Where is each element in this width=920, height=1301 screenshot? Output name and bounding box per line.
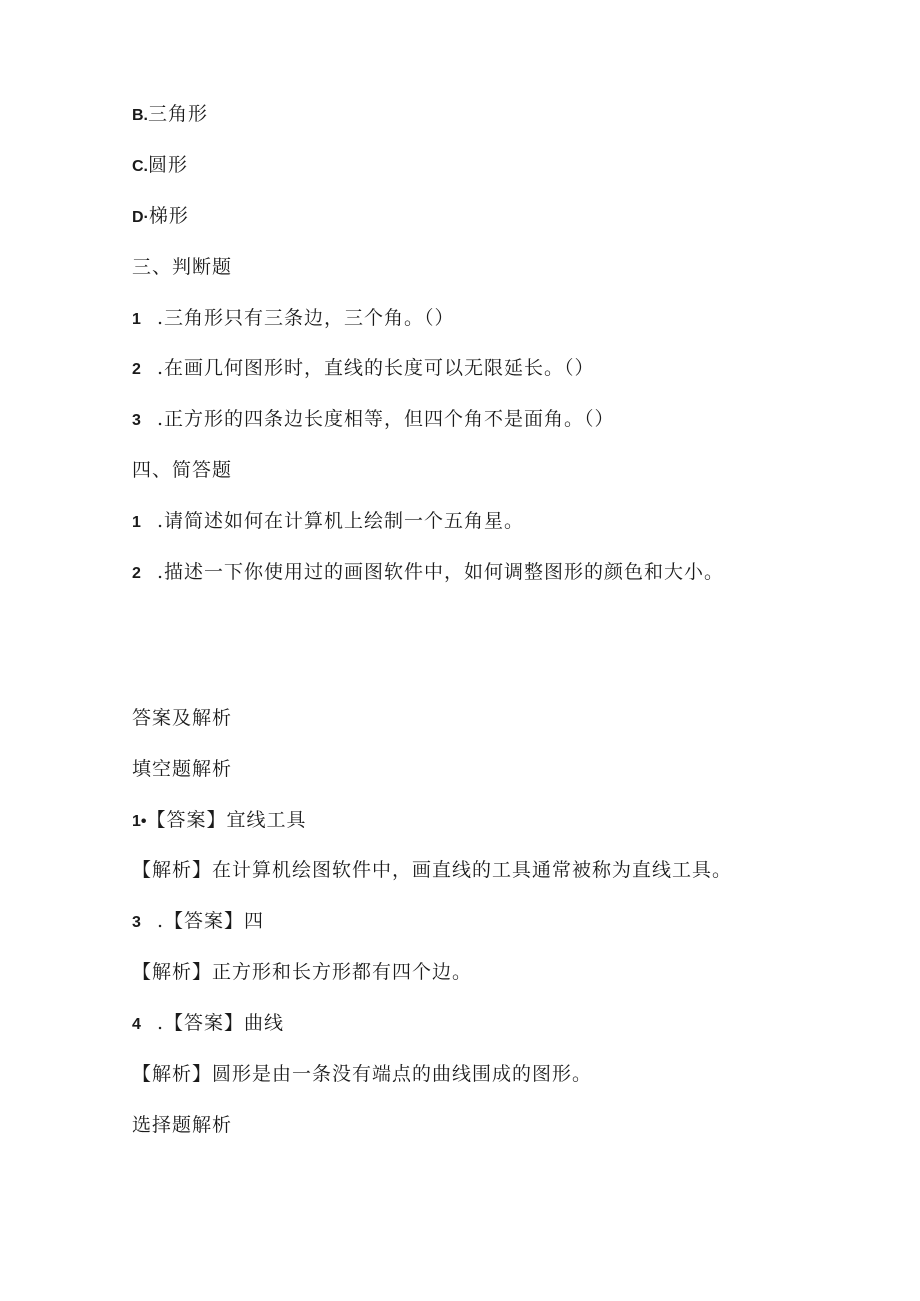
answer-text: .【答案】四 <box>157 910 265 932</box>
section-heading-true-false: 三、判断题 <box>132 256 233 278</box>
item-text: .在画几何图形时，直线的长度可以无限延长。（） <box>157 357 595 379</box>
answer-text: .【答案】曲线 <box>157 1012 285 1034</box>
true-false-item <box>132 407 615 431</box>
item-number: 3 <box>132 914 141 931</box>
analysis-text: 【解析】在计算机绘图软件中，画直线的工具通常被称为直线工具。 <box>132 859 733 881</box>
item-number: 4 <box>132 1016 141 1033</box>
item-number: 1 <box>132 311 141 328</box>
item-number: 2 <box>132 565 141 582</box>
option-text: 圆形 <box>148 154 189 176</box>
option-text: 梯形 <box>148 205 189 227</box>
section-heading-short-answer: 四、简答题 <box>132 459 233 481</box>
answer-text: 【答案】宜线工具 <box>146 809 307 831</box>
option-d <box>132 204 189 228</box>
fill-blank-analysis-heading: 填空题解析 <box>132 758 233 780</box>
item-number: 3 <box>132 412 141 429</box>
item-number: 1 <box>132 514 141 531</box>
option-label: D· <box>132 209 149 226</box>
item-text: .请简述如何在计算机上绘制一个五角星。 <box>157 510 525 532</box>
answer-entry <box>132 1011 284 1035</box>
analysis-text: 【解析】圆形是由一条没有端点的曲线围成的图形。 <box>132 1063 593 1085</box>
answer-entry <box>132 909 264 933</box>
short-answer-item <box>132 560 724 584</box>
answer-entry <box>132 808 307 832</box>
item-text: .正方形的四条边长度相等，但四个角不是面角。（） <box>157 408 615 430</box>
option-c <box>132 153 188 177</box>
true-false-item <box>132 306 455 330</box>
item-text: .三角形只有三条边，三个角。（） <box>157 307 455 329</box>
choice-analysis-heading: 选择题解析 <box>132 1114 233 1136</box>
option-label: B. <box>132 107 148 124</box>
short-answer-item <box>132 509 524 533</box>
item-text: .描述一下你使用过的画图软件中，如何调整图形的颜色和大小。 <box>157 561 725 583</box>
analysis-text: 【解析】正方形和长方形都有四个边。 <box>132 961 473 983</box>
option-text: 三角形 <box>148 103 209 125</box>
item-number: 1• <box>132 813 147 830</box>
item-number: 2 <box>132 361 141 378</box>
true-false-item <box>132 356 595 380</box>
answers-heading: 答案及解析 <box>132 707 233 729</box>
option-label: C. <box>132 158 148 175</box>
option-b <box>132 102 208 126</box>
